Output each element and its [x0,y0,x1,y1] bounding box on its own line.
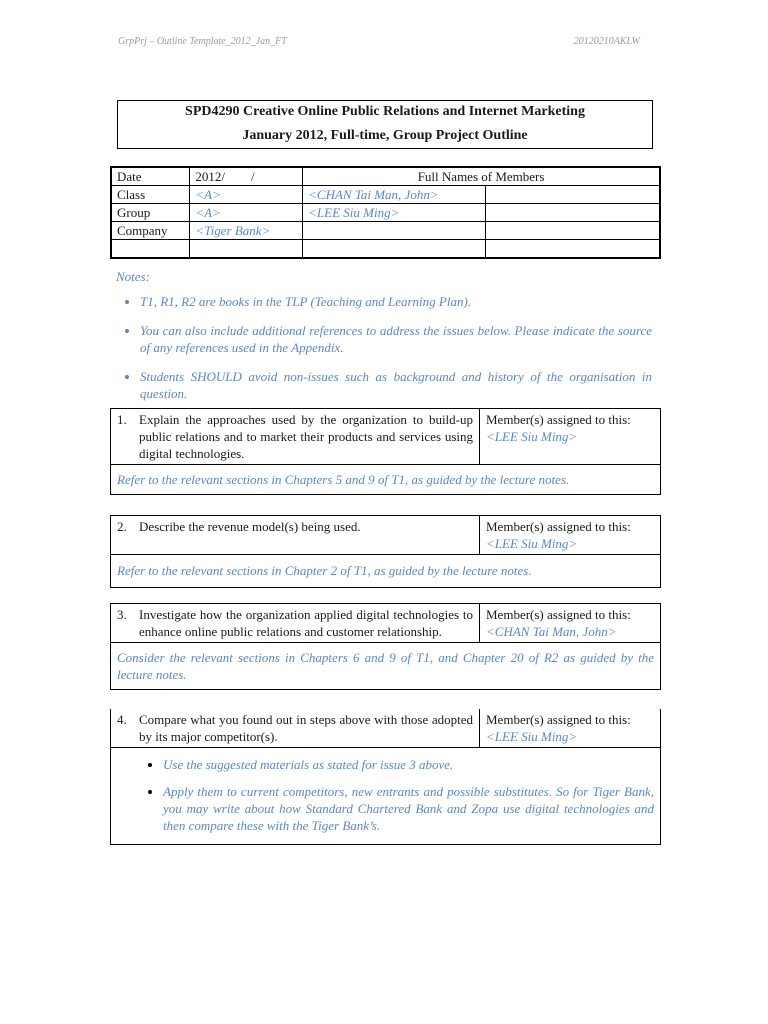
member-name-cell[interactable] [486,222,660,240]
member-name-1[interactable]: <CHAN Tai Man, John> [303,186,486,204]
task-question-text: Investigate how the organization applied digital technologies to enhance online public relations and customer relationship. [139,607,473,639]
assign-label: Member(s) assigned to this: [486,607,631,622]
empty-cell[interactable] [111,240,190,259]
task-number: 1. [117,412,127,427]
table-row [111,240,660,259]
note-item: • Students SHOULD avoid non-issues such as background and history of the organisation in question. [140,368,652,402]
date-value[interactable]: 2012/ / [190,167,303,186]
assignment-cell[interactable] [480,516,660,554]
assignment-cell[interactable] [480,604,660,642]
member-name-2[interactable]: <LEE Siu Ming> [303,204,486,222]
empty-cell[interactable] [190,240,303,259]
task-question [111,409,480,464]
group-value[interactable]: <A> [190,204,303,222]
task-number: 2. [117,519,127,534]
assignee[interactable]: <LEE Siu Ming> [486,729,578,744]
note-item: • T1, R1, R2 are books in the TLP (Teaching and Learning Plan). [140,293,652,310]
course-title: SPD4290 Creative Online Public Relations and Internet Marketing [185,104,585,119]
task-number: 3. [117,607,127,622]
table-row [111,186,660,204]
title-box [117,100,653,149]
task-number: 4. [117,712,127,727]
task-question-text: Explain the approaches used by the organization to build-up public relations and to market their products and services using digital technologies. [139,412,473,461]
class-label: Class [111,186,190,204]
note-item: • You can also include additional references to address the issues below. Please indicate the source of any references used in the Appendix. [140,322,652,356]
task-guide [111,748,660,834]
notes-list [116,293,652,402]
task-question [111,709,480,747]
task-guide: Refer to the relevant sections in Chapters 5 and 9 of T1, as guided by the lecture notes. [117,472,570,487]
guide-list [117,756,654,834]
task-question [111,516,480,554]
assignment-cell[interactable] [480,709,660,747]
assignee[interactable]: <CHAN Tai Man, John> [486,624,617,639]
table-row [111,167,660,186]
task-3 [110,603,661,690]
group-label: Group [111,204,190,222]
members-header: Full Names of Members [303,167,660,186]
task-question [111,604,480,642]
notes-label: Notes: [116,269,150,284]
table-row [111,204,660,222]
company-value[interactable]: <Tiger Bank> [190,222,303,240]
task-question-text: Describe the revenue model(s) being used. [139,519,361,534]
date-label: Date [111,167,190,186]
member-name-cell[interactable] [303,240,486,259]
guide-item: • Apply them to current competitors, new entrants and possible substitutes. So for Tiger Bank, you may write about how Standard Chartered Bank and Zopa use digital technologies and then compare these with the Tiger Bank’s. [163,783,654,834]
member-name-cell[interactable] [486,186,660,204]
assign-label: Member(s) assigned to this: [486,712,631,727]
assignee[interactable]: <LEE Siu Ming> [486,536,578,551]
member-name-cell[interactable] [486,204,660,222]
notes-section [116,268,652,414]
document-header-right: 20120210AKLW [573,36,640,47]
assignment-cell[interactable] [480,409,660,464]
task-guide: Consider the relevant sections in Chapters 6 and 9 of T1, and Chapter 20 of R2 as guided by the lecture notes. [117,650,654,682]
members-table [110,166,661,259]
company-label: Company [111,222,190,240]
assign-label: Member(s) assigned to this: [486,412,631,427]
task-1 [110,408,661,495]
member-name-cell[interactable] [486,240,660,259]
member-name-cell[interactable] [303,222,486,240]
class-value[interactable]: <A> [190,186,303,204]
assign-label: Member(s) assigned to this: [486,519,631,534]
task-guide: Refer to the relevant sections in Chapter 2 of T1, as guided by the lecture notes. [117,563,532,578]
document-header-left: GrpPrj – Outline Template_2012_Jan_FT [118,36,287,47]
task-2 [110,515,661,588]
table-row [111,222,660,240]
task-question-text: Compare what you found out in steps above with those adopted by its major competitor(s). [139,712,473,744]
outline-subtitle: January 2012, Full-time, Group Project Outline [242,128,528,143]
task-4 [110,709,661,845]
guide-item: • Use the suggested materials as stated for issue 3 above. [163,756,654,773]
assignee[interactable]: <LEE Siu Ming> [486,429,578,444]
